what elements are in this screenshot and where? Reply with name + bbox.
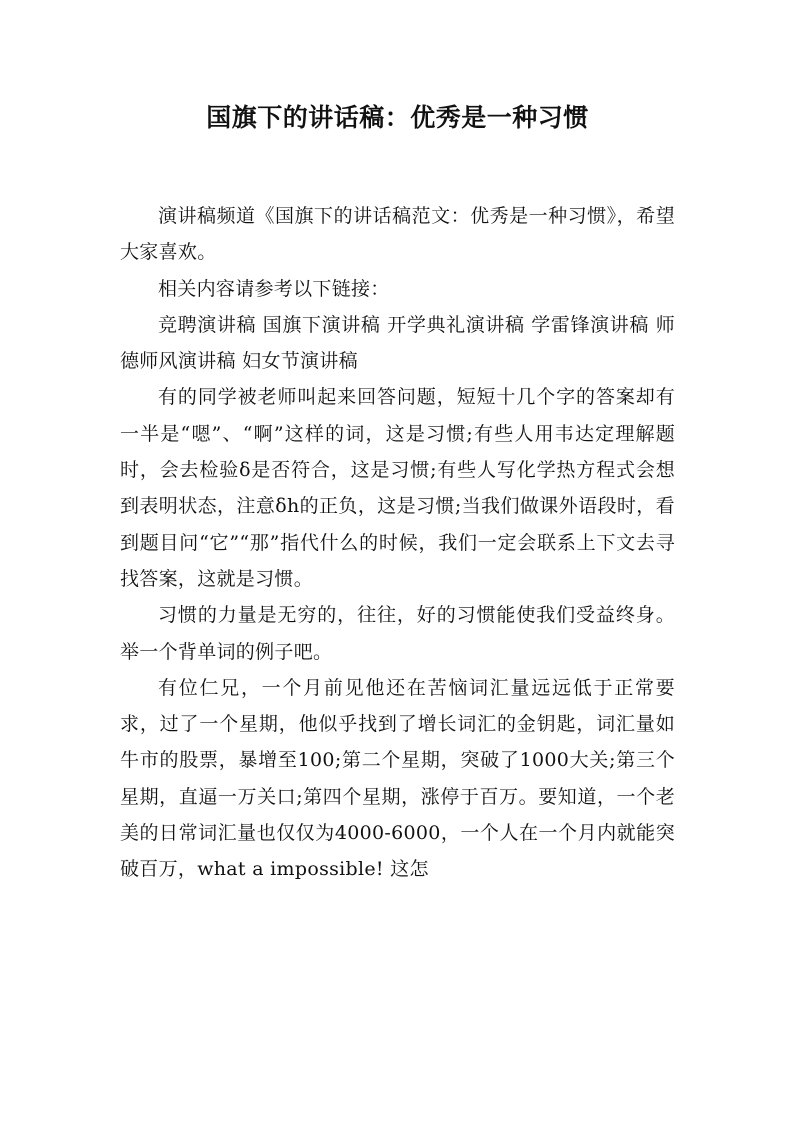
paragraph-intro: 演讲稿频道《国旗下的讲话稿范文：优秀是一种习惯》，希望大家喜欢。 [120, 205, 675, 264]
document-title: 国旗下的讲话稿：优秀是一种习惯 [206, 103, 589, 132]
paragraph-habits-examples: 有的同学被老师叫起来回答问题，短短十几个字的答案却有一半是“嗯”、“啊”这样的词，这是习惯;有些人用韦达定理解题时，会去检验δ是否符合，这是习惯;有些人写化学热方程式会想到表明状态，注意δh的正负，这是习惯;当我们做课外语段时，看到题目问“它”“那”指代什么的时候，我们一定会联系上下文去寻找答案，这就是习惯。 [120, 386, 675, 590]
paragraph-vocabulary-story: 有位仁兄，一个月前见他还在苦恼词汇量远远低于正常要求，过了一个星期，他似乎找到了增长词汇的金钥匙，词汇量如牛市的股票，暴增至100;第二个星期，突破了1000大关;第三个星期，直逼一万关口;第四个星期，涨停于百万。要知道，一个老美的日常词汇量也仅仅为4000-6000，一个人在一个月内就能突破百万，what a impossible! 这怎 [120, 676, 675, 881]
paragraph-habit-power: 习惯的力量是无穷的，往往，好的习惯能使我们受益终身。举一个背单词的例子吧。 [120, 604, 675, 663]
document-body [120, 198, 675, 888]
paragraph-links: 竞聘演讲稿 国旗下演讲稿 开学典礼演讲稿 学雷锋演讲稿 师德师风演讲稿 妇女节演讲稿 [120, 313, 675, 373]
paragraph-links-label: 相关内容请参考以下链接： [158, 277, 390, 300]
